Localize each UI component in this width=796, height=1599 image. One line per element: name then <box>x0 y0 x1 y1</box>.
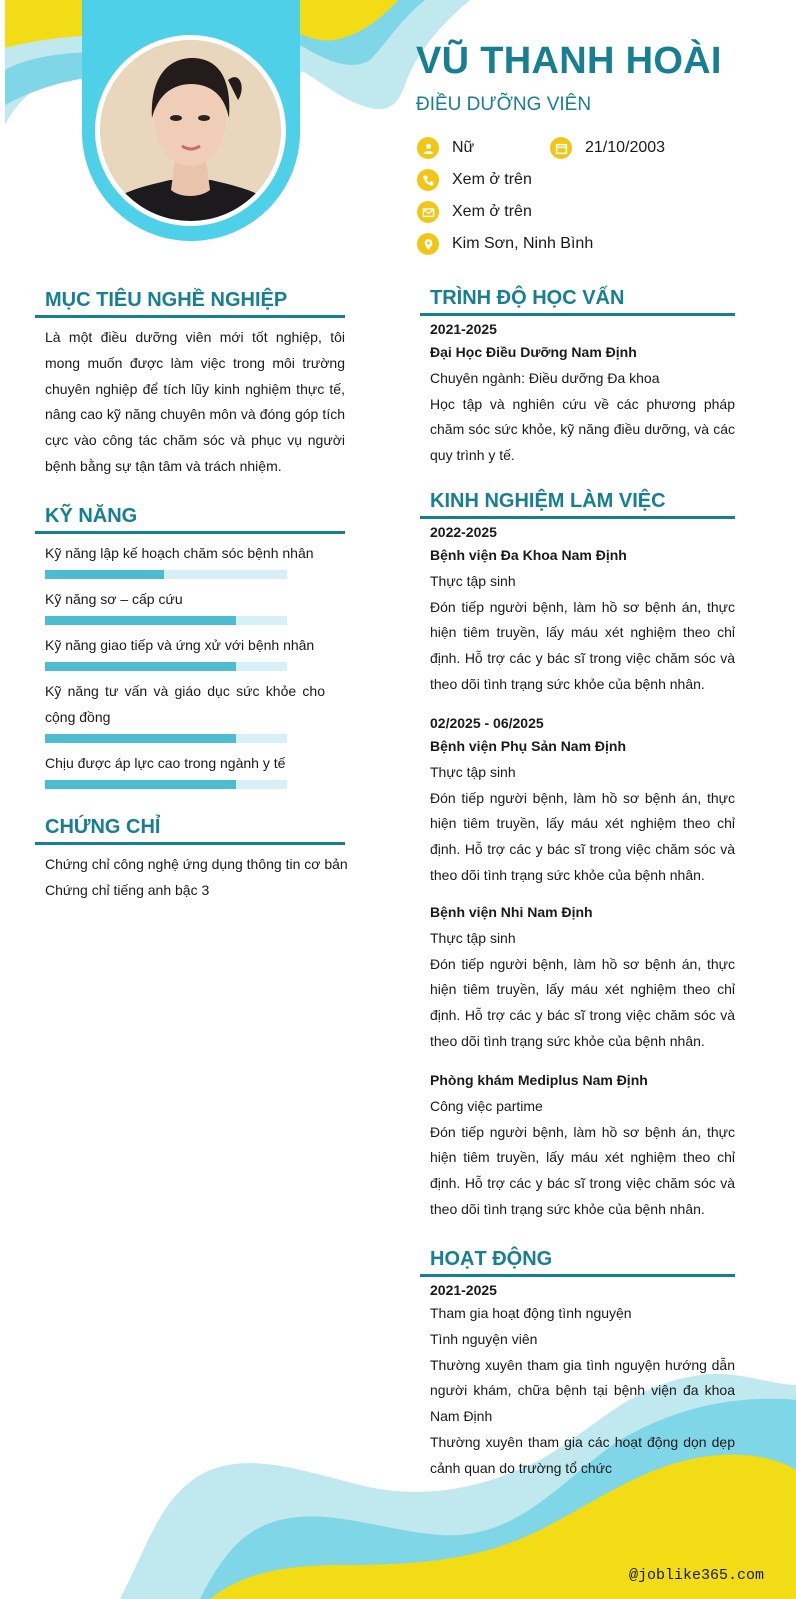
experience-org: Bệnh viện Đa Khoa Nam Định <box>430 547 627 563</box>
education-desc: Học tập và nghiên cứu về các phương pháp chăm sóc sức khỏe, kỹ năng điều dưỡng, và các quy trình y tế. <box>430 395 735 464</box>
profile-photo <box>100 40 281 221</box>
birthday-row <box>550 137 665 159</box>
skill-item <box>45 541 325 579</box>
email-value: Xem ở trên <box>452 203 532 220</box>
gender-row <box>417 137 474 159</box>
birthday-value: 21/10/2003 <box>585 139 666 156</box>
education-heading: TRÌNH ĐỘ HỌC VẤN <box>420 284 735 316</box>
experience-desc: Đón tiếp người bệnh, làm hồ sơ bệnh án, thực hiện tiêm truyền, lấy máu xét nghiệm theo chỉ định. Hỗ trợ các y bác sĩ trong việc chăm sóc và theo dõi tình trạng sức khỏe của bệnh nhân. <box>430 789 735 883</box>
skill-fill <box>45 570 164 579</box>
experience-entry <box>430 521 735 698</box>
experience-org: Bệnh viện Phụ Sản Nam Định <box>430 738 627 754</box>
objective-text: Là một điều dưỡng viên mới tốt nghiệp, tôi mong muốn được làm việc trong môi trường chuyên nghiệp để tích lũy kinh nghiệm thực tế, nâng cao kỹ năng chuyên môn và đóng góp tích cực vào công tác chăm sóc và phục vụ người bệnh bằng sự tận tâm và trách nhiệm. <box>45 329 345 474</box>
activity-date: 2021-2025 <box>430 1282 497 1298</box>
address-row <box>417 233 593 255</box>
skill-bar <box>45 570 287 579</box>
education-major: Chuyên ngành: Điều dưỡng Đa khoa <box>430 369 660 386</box>
skill-fill <box>45 734 236 743</box>
gender-value: Nữ <box>452 139 475 156</box>
skill-item <box>45 633 325 671</box>
skill-bar <box>45 734 287 743</box>
skill-fill <box>45 616 236 625</box>
experience-role: Thực tập sinh <box>430 929 516 946</box>
skill-label: Kỹ năng lập kế hoạch chăm sóc bệnh nhân <box>45 545 314 561</box>
skill-item <box>45 587 325 625</box>
certificates-list <box>45 852 350 904</box>
experience-date: 02/2025 - 06/2025 <box>430 715 544 731</box>
experience-role: Thực tập sinh <box>430 572 516 589</box>
skill-label: Kỹ năng tư vấn và giáo dục sức khỏe cho cộng đồng <box>45 683 325 725</box>
job-title: ĐIỀU DƯỠNG VIÊN <box>416 94 592 115</box>
phone-value: Xem ở trên <box>452 171 532 188</box>
certificate-item: Chứng chỉ tiếng anh bậc 3 <box>45 881 210 898</box>
experience-desc: Đón tiếp người bệnh, làm hồ sơ bệnh án, thực hiện tiêm truyền, lấy máu xét nghiệm theo chỉ định. Hỗ trợ các y bác sĩ trong việc chăm sóc và theo dõi tình trạng sức khỏe của bệnh nhân. <box>430 955 735 1049</box>
candidate-name: VŨ THANH HOÀI <box>416 40 722 82</box>
email-row <box>417 201 532 223</box>
skill-label: Chịu được áp lực cao trong ngành y tế <box>45 755 286 771</box>
activity-desc: Thường xuyên tham gia tình nguyện hướng dẫn người khám, chữa bệnh tại bệnh viện đa khoa Nam Định <box>430 1356 735 1425</box>
activity-name: Tham gia hoạt động tình nguyện <box>430 1305 632 1321</box>
activities-heading: HOẠT ĐỘNG <box>420 1245 735 1277</box>
activity-desc: Thường xuyên tham gia các hoạt động dọn dẹp cảnh quan do trường tổ chức <box>430 1433 735 1476</box>
experience-desc: Đón tiếp người bệnh, làm hồ sơ bệnh án, thực hiện tiêm truyền, lấy máu xét nghiệm theo chỉ định. Hỗ trợ các y bác sĩ trong việc chăm sóc và theo dõi tình trạng sức khỏe của bệnh nhân. <box>430 598 735 692</box>
skill-item <box>45 751 325 789</box>
phone-row <box>417 169 532 191</box>
education-school: Đại Học Điều Dưỡng Nam Định <box>430 344 637 360</box>
skill-fill <box>45 780 236 789</box>
calendar-icon <box>550 137 572 159</box>
experience-entry <box>430 1068 735 1223</box>
skills-heading: KỸ NĂNG <box>35 502 345 534</box>
experience-org: Phòng khám Mediplus Nam Định <box>430 1072 648 1088</box>
education-date: 2021-2025 <box>430 321 497 337</box>
certificate-item: Chứng chỉ công nghệ ứng dụng thông tin cơ bản <box>45 856 348 872</box>
skill-fill <box>45 662 236 671</box>
skill-label: Kỹ năng sơ – cấp cứu <box>45 591 183 607</box>
skill-label: Kỹ năng giao tiếp và ứng xử với bệnh nhân <box>45 637 315 653</box>
footer-credit: @joblike365.com <box>628 1567 764 1584</box>
skill-item <box>45 679 325 743</box>
user-icon <box>417 137 439 159</box>
experience-heading: KINH NGHIỆM LÀM VIỆC <box>420 487 735 519</box>
education-entry <box>430 318 735 469</box>
experience-role: Công việc partime <box>430 1097 543 1114</box>
address-value: Kim Sơn, Ninh Bình <box>452 235 594 252</box>
experience-date: 2022-2025 <box>430 524 497 540</box>
phone-icon <box>417 169 439 191</box>
skill-bar <box>45 616 287 625</box>
skill-bar <box>45 662 287 671</box>
activity-role: Tình nguyện viên <box>430 1330 538 1347</box>
certificates-heading: CHỨNG CHỈ <box>35 813 345 845</box>
mail-icon <box>417 201 439 223</box>
experience-entry <box>430 712 735 889</box>
experience-org: Bệnh viện Nhi Nam Định <box>430 904 593 920</box>
location-icon <box>417 233 439 255</box>
objective-heading: MỤC TIÊU NGHỀ NGHIỆP <box>35 286 345 318</box>
experience-role: Thực tập sinh <box>430 763 516 780</box>
skill-bar <box>45 780 287 789</box>
experience-entry <box>430 900 735 1055</box>
activity-entry <box>430 1279 735 1482</box>
experience-desc: Đón tiếp người bệnh, làm hồ sơ bệnh án, thực hiện tiêm truyền, lấy máu xét nghiệm theo chỉ định. Hỗ trợ các y bác sĩ trong việc chăm sóc và theo dõi tình trạng sức khỏe của bệnh nhân. <box>430 1123 735 1217</box>
